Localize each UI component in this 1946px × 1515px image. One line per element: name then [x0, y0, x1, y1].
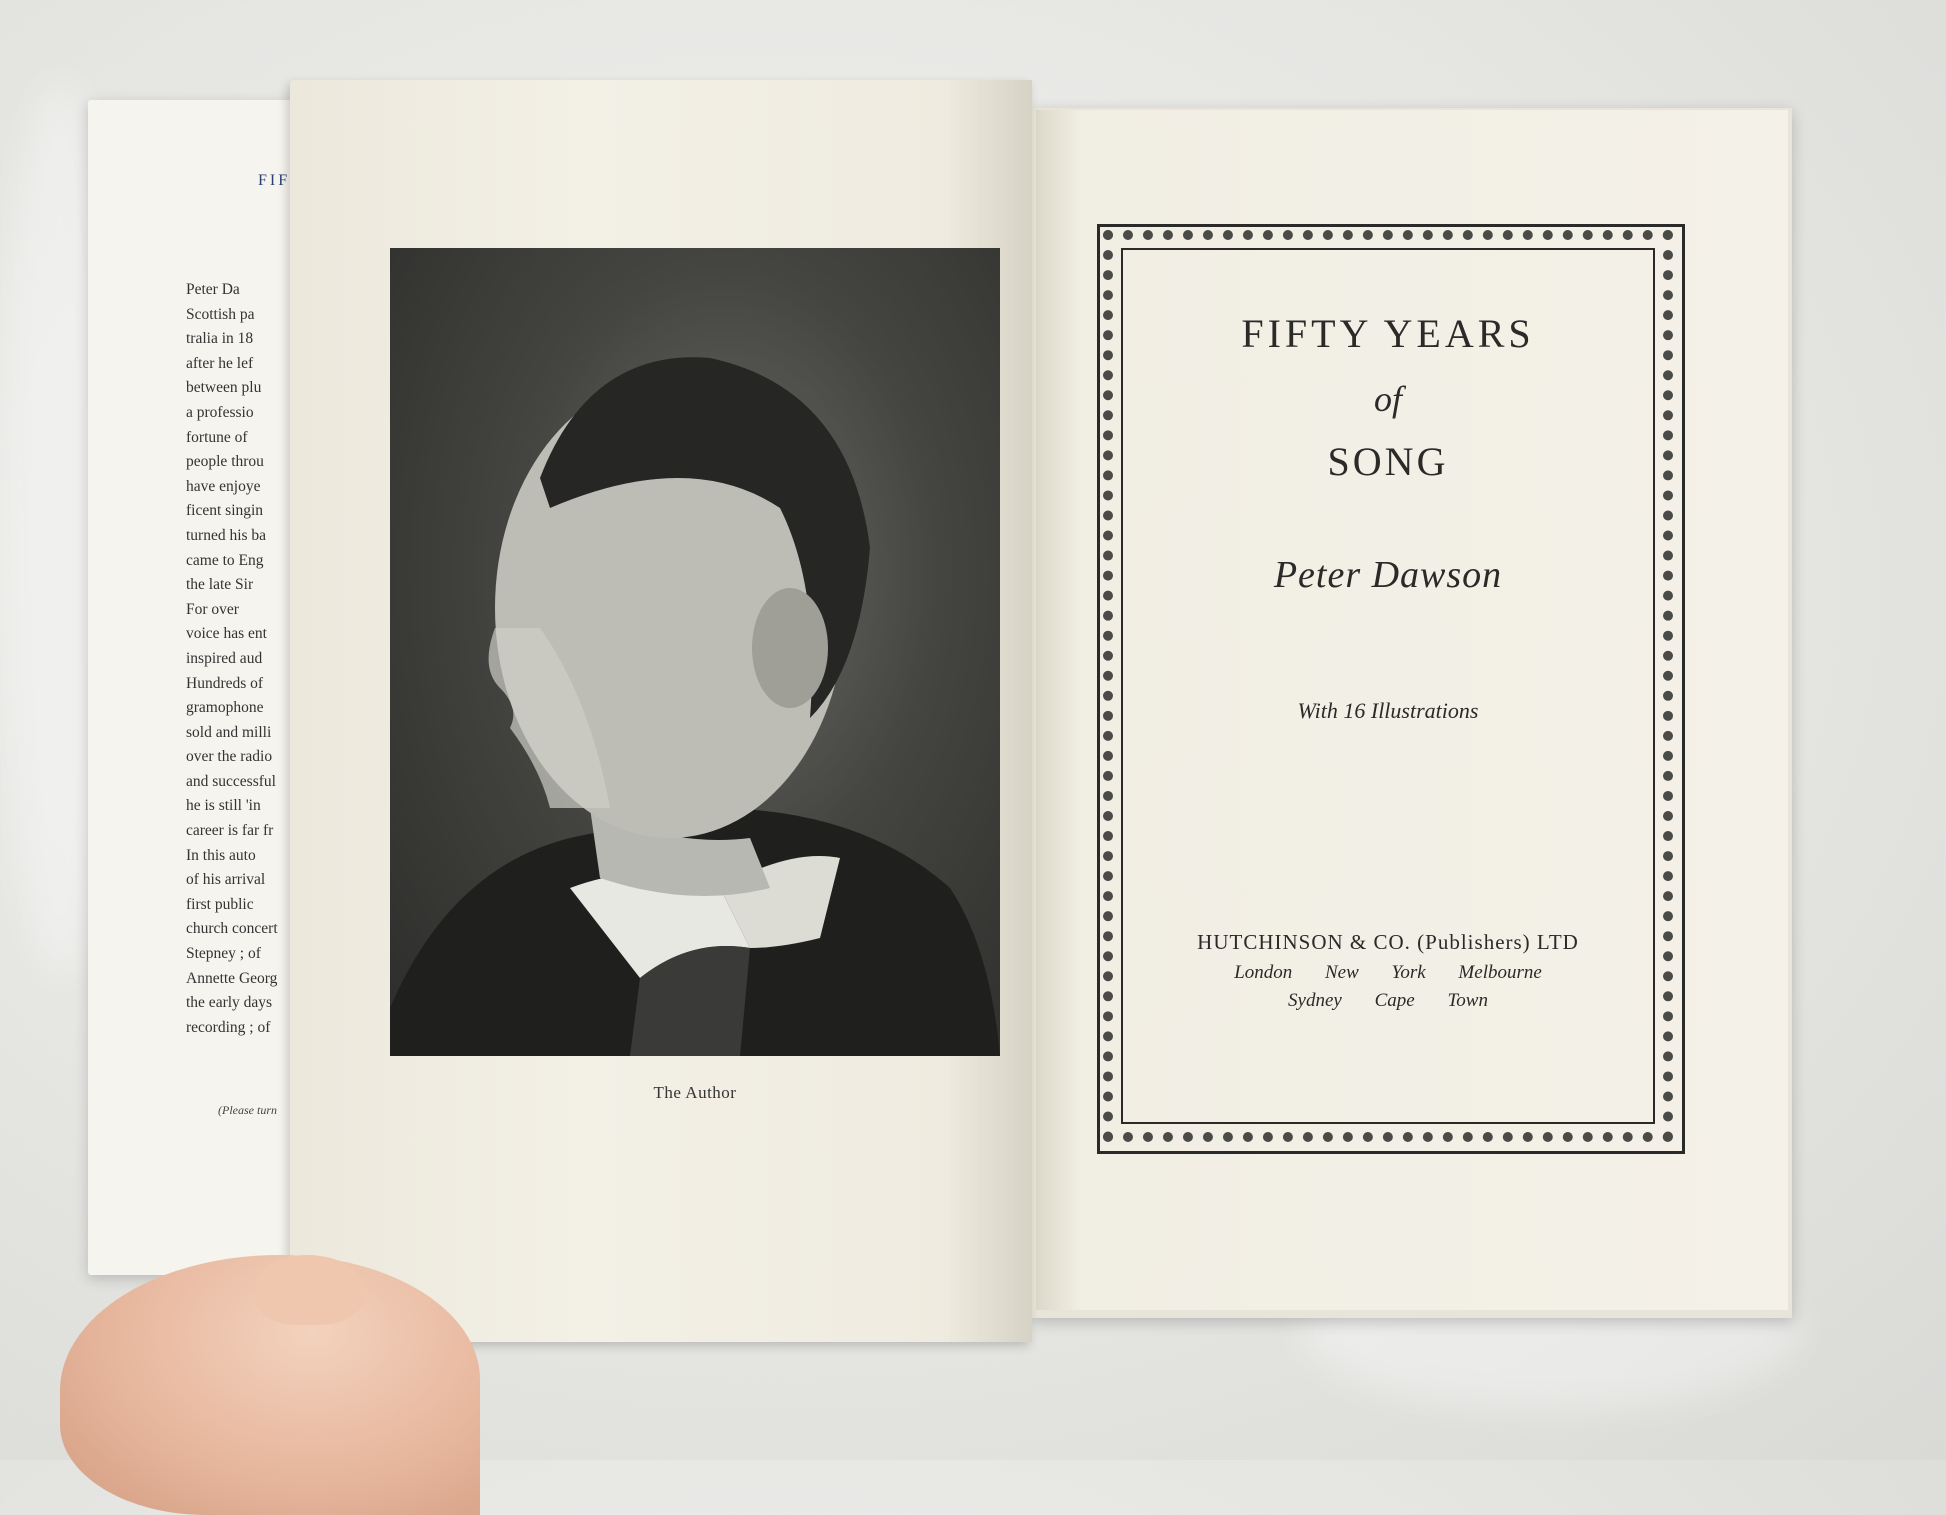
jacket-blurb-line: first public	[186, 895, 254, 913]
jacket-blurb-line: after he lef	[186, 354, 254, 372]
jacket-title-fragment: FIF	[258, 172, 291, 189]
jacket-blurb-line: career is far fr	[186, 822, 274, 840]
illustrations-note: With 16 Illustrations	[1297, 698, 1479, 723]
jacket-blurb-line: have enjoye	[186, 477, 261, 495]
jacket-blurb-line: between plu	[186, 379, 262, 397]
jacket-blurb-line: people throu	[186, 453, 264, 471]
jacket-blurb-line: Peter Da	[186, 281, 240, 298]
jacket-blurb-line: church concert	[186, 920, 278, 938]
book-title-line2: of	[1373, 379, 1402, 419]
jacket-blurb-line: recording ; of	[186, 1018, 271, 1036]
author-portrait-photo	[390, 248, 1000, 1056]
jacket-turn-note: (Please turn	[218, 1103, 277, 1117]
publisher-cities-line2: Sydney Cape Town	[1288, 990, 1488, 1011]
jacket-blurb-line: the late Sir	[186, 576, 254, 594]
jacket-blurb-line: Annette Georg	[186, 969, 278, 987]
book-title-line1: FIFTY YEARS	[1241, 311, 1535, 356]
jacket-blurb-line: For over	[186, 600, 239, 618]
jacket-blurb-line: voice has ent	[186, 625, 267, 643]
jacket-blurb-line: turned his ba	[186, 526, 267, 544]
jacket-blurb-line: gramophone	[186, 699, 264, 717]
jacket-blurb-line: he is still 'in	[186, 797, 261, 815]
book-title-line3: SONG	[1327, 439, 1449, 484]
jacket-blurb-line: a professio	[186, 403, 254, 421]
jacket-blurb-line: tralia in 18	[186, 330, 254, 348]
portrait-caption: The Author	[653, 1083, 737, 1102]
portrait-silhouette	[390, 248, 1000, 1056]
jacket-blurb-line: In this auto	[186, 846, 256, 864]
jacket-blurb-line: and successful	[186, 772, 276, 790]
publisher-cities-line1: London New York Melbourne	[1234, 962, 1542, 983]
publisher-name: HUTCHINSON & CO. (Publishers) LTD	[1197, 930, 1579, 954]
jacket-blurb-line: the early days	[186, 994, 273, 1012]
jacket-blurb-line: came to Eng	[186, 551, 264, 569]
jacket-blurb-line: fortune of	[186, 428, 248, 446]
thumb	[255, 1255, 365, 1325]
jacket-blurb-line: of his arrival	[186, 871, 266, 889]
jacket-blurb-line: Hundreds of	[186, 674, 264, 692]
jacket-blurb-line: sold and milli	[186, 723, 272, 741]
jacket-blurb-line: ficent singin	[186, 502, 264, 520]
jacket-blurb-line: Stepney ; of	[186, 945, 261, 963]
jacket-blurb-line: Scottish pa	[186, 305, 255, 323]
jacket-blurb-line: over the radio	[186, 748, 273, 766]
jacket-blurb-line: inspired aud	[186, 649, 263, 667]
book-author: Peter Dawson	[1273, 554, 1503, 596]
